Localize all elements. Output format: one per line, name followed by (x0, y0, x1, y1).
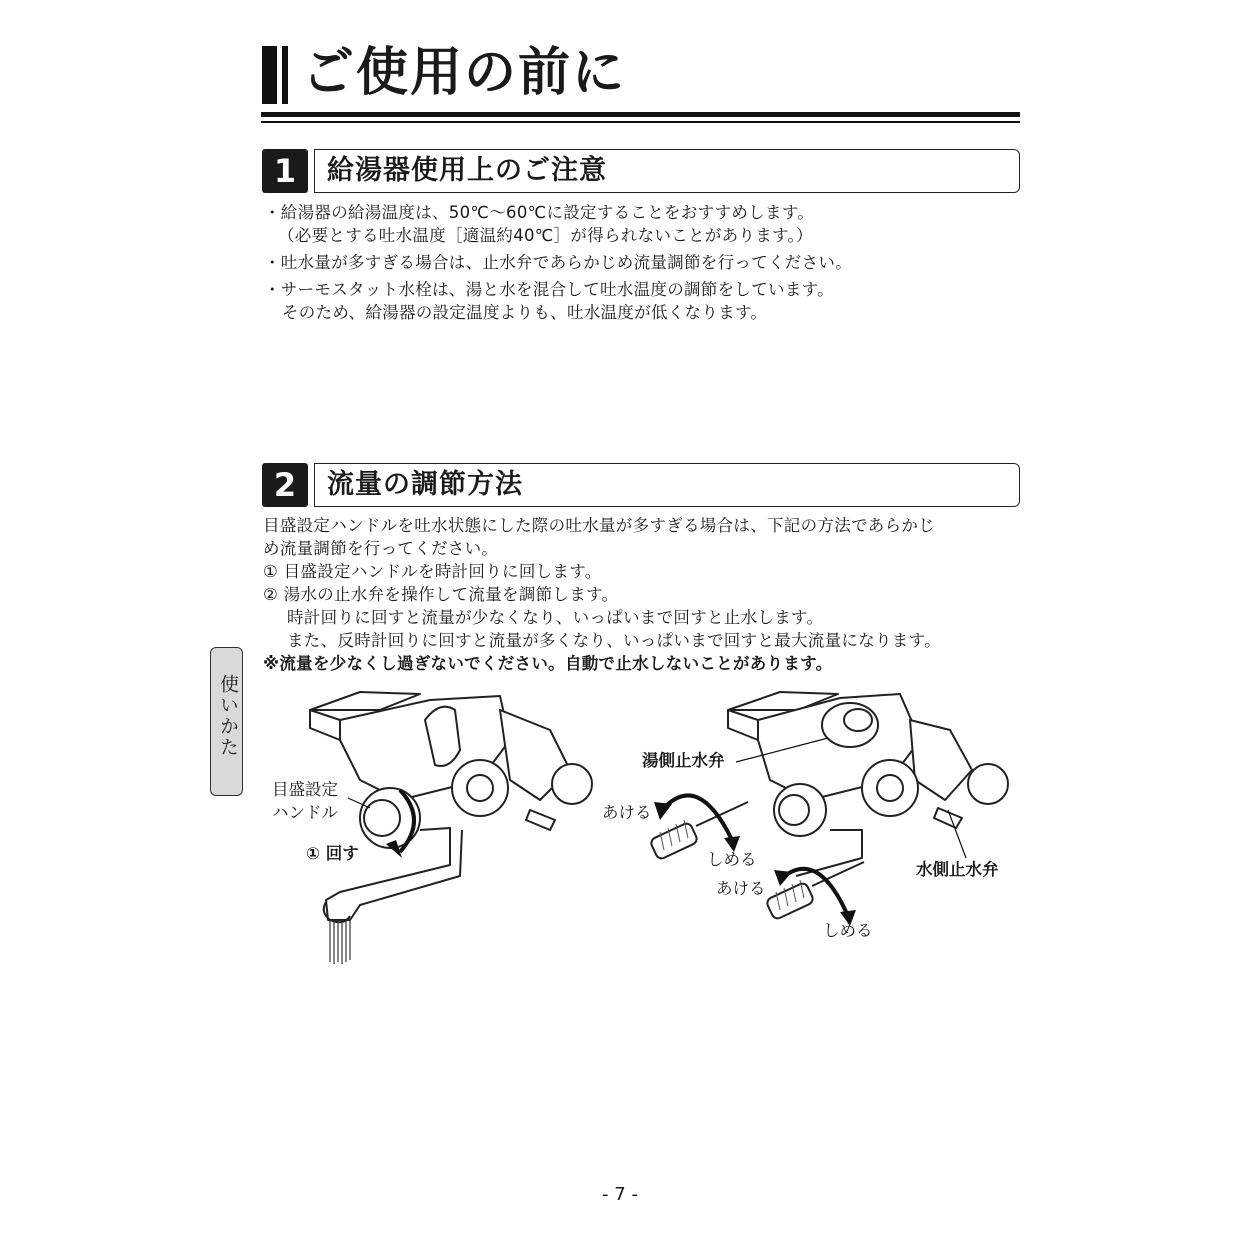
handle-label-line-1: 目盛設定 (272, 780, 338, 799)
section-2-line-4: ② 湯水の止水弁を操作して流量を調節します。 (263, 585, 619, 604)
section-2-title: 流量の調節方法 (327, 469, 523, 500)
section-1-line-2: （必要とする吐水温度［適温約40℃］が得られないことがあります。） (278, 226, 813, 245)
side-tab-usage (210, 647, 243, 796)
title-marker-thin (282, 46, 288, 104)
close-label-1: しめる (707, 850, 757, 869)
cold-valve-label: 水側止水弁 (916, 860, 999, 879)
open-label-2: あける (716, 879, 766, 898)
section-1-number: 1 (262, 149, 308, 193)
section-2-warning: ※流量を少なくし過ぎないでください。自動で止水しないことがあります。 (263, 654, 833, 673)
faucet-left-illustration (300, 680, 620, 970)
open-label-1: あける (602, 803, 652, 822)
section-2-line-2: め流量調節を行ってください。 (263, 539, 499, 558)
section-1-line-1: ・給湯器の給湯温度は、50℃～60℃に設定することをおすすめします。 (264, 203, 815, 222)
side-tab-label: 使いかた (217, 674, 239, 758)
close-label-2: しめる (823, 921, 873, 940)
faucet-right-illustration (600, 680, 1020, 950)
section-2-line-6: また、反時計回りに回すと流量が多くなり、いっぱいまで回すと最大流量になります。 (287, 631, 941, 650)
section-1-line-3: ・吐水量が多すぎる場合は、止水弁であらかじめ流量調節を行ってください。 (264, 253, 852, 272)
page-title: ご使用の前に (302, 43, 627, 103)
turn-label: ① 回す (306, 844, 359, 863)
title-rule-thin (261, 121, 1020, 123)
section-1-line-4: ・サーモスタット水栓は、湯と水を混合して吐水温度の調節をしています。 (264, 280, 834, 299)
section-1-header (262, 149, 1020, 193)
section-1-line-5: そのため、給湯器の設定温度よりも、吐水温度が低くなります。 (282, 303, 768, 322)
section-2-line-5: 時計回りに回すと流量が少なくなり、いっぱいまで回すと止水します。 (287, 608, 824, 627)
section-2-number: 2 (262, 463, 308, 507)
handle-label-line-2: ハンドル (272, 803, 338, 822)
section-2-header (262, 463, 1020, 507)
section-2-line-3: ① 目盛設定ハンドルを時計回りに回します。 (263, 562, 602, 581)
hot-valve-label: 湯側止水弁 (642, 751, 725, 770)
section-1-title: 給湯器使用上のご注意 (327, 155, 607, 186)
title-rule (261, 112, 1020, 117)
section-2-line-1: 目盛設定ハンドルを吐水状態にした際の吐水量が多すぎる場合は、下記の方法であらかじ (263, 516, 935, 535)
page-number: - 7 - (602, 1184, 638, 1205)
title-marker (262, 46, 277, 104)
